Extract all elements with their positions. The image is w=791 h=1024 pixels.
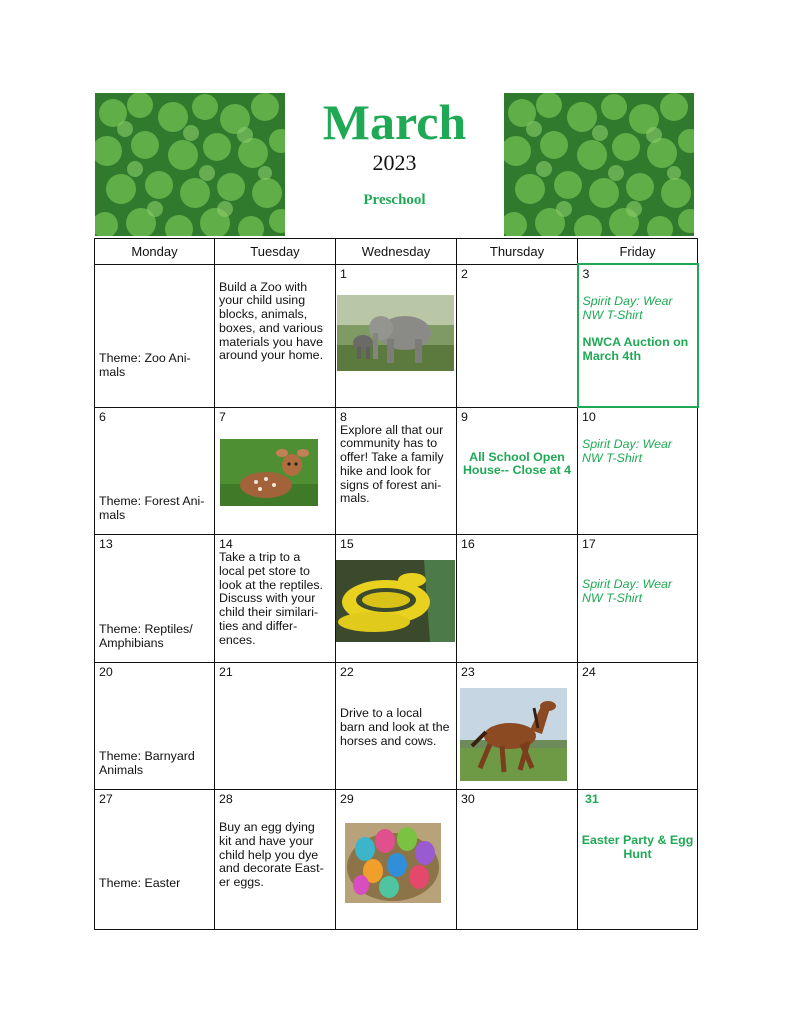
day-number: 1 <box>340 266 347 281</box>
day-number: 10 <box>582 410 596 424</box>
day-number: 14 <box>219 537 233 551</box>
day-number: 13 <box>99 537 113 551</box>
day-cell <box>457 407 578 535</box>
clover-photo-right <box>504 93 694 236</box>
activity-text: Buy an egg dying kit and have your child help you dye and decorate East-er eggs. <box>219 820 324 890</box>
day-cell <box>457 535 578 663</box>
day-cell <box>578 790 698 930</box>
day-number: 23 <box>461 665 475 679</box>
day-number: 31 <box>585 792 599 806</box>
calendar-grid <box>94 238 699 930</box>
clover-photo-left <box>95 93 285 236</box>
day-number: 30 <box>461 792 475 806</box>
year-label: 2023 <box>372 150 417 175</box>
day-cell <box>215 264 336 407</box>
day-cell <box>95 663 215 790</box>
day-cell <box>95 264 215 407</box>
event-note: NWCA Auction on March 4th <box>582 335 689 363</box>
month-title: March <box>322 94 467 150</box>
day-number: 28 <box>219 792 233 806</box>
day-number: 16 <box>461 537 475 551</box>
day-number: 17 <box>582 537 596 551</box>
day-cell <box>336 790 457 930</box>
weekday-friday: Friday <box>578 239 698 265</box>
weekly-theme: Theme: Forest Ani-mals <box>99 493 205 522</box>
weekday-tuesday: Tuesday <box>215 239 336 265</box>
day-number: 22 <box>340 665 354 679</box>
day-cell <box>457 663 578 790</box>
day-number: 21 <box>219 665 233 679</box>
day-cell <box>578 663 698 790</box>
elephant-photo <box>337 295 454 371</box>
day-cell <box>336 407 457 535</box>
horse-photo <box>460 688 567 781</box>
week-row <box>95 407 698 535</box>
day-cell <box>336 663 457 790</box>
day-number: 6 <box>99 409 106 424</box>
day-cell <box>336 264 457 407</box>
day-number: 8 <box>340 409 347 424</box>
day-number: 15 <box>340 537 354 551</box>
spirit-day-note: Spirit Day: Wear NW T-Shirt <box>582 294 673 322</box>
weekly-theme: Theme: Zoo Ani-mals <box>99 350 191 379</box>
spirit-day-note: Spirit Day: Wear NW T-Shirt <box>582 437 672 465</box>
week-row <box>95 663 698 790</box>
activity-text: Build a Zoo with your child using blocks, animals, boxes, and various materials you have around your home. <box>219 279 324 363</box>
day-cell <box>215 535 336 663</box>
day-cell <box>578 535 698 663</box>
week-row <box>95 535 698 663</box>
day-number: 9 <box>461 409 468 424</box>
program-label: Preschool <box>363 192 426 208</box>
activity-text: Drive to a local barn and look at the horses and cows. <box>340 706 450 748</box>
day-number: 3 <box>582 267 590 281</box>
day-cell <box>215 790 336 930</box>
day-cell <box>215 663 336 790</box>
day-cell <box>95 790 215 930</box>
fawn-photo <box>220 439 318 506</box>
week-row <box>95 790 698 930</box>
day-number: 20 <box>99 665 113 679</box>
activity-text: Take a trip to a local pet store to look at the reptiles. Discuss with your child their similari-ties and differ-ences. <box>219 550 324 647</box>
day-number: 27 <box>99 792 113 806</box>
day-number: 7 <box>219 409 226 424</box>
day-cell <box>215 407 336 535</box>
day-cell <box>457 790 578 930</box>
weekly-theme: Theme: Easter <box>99 876 181 891</box>
activity-text: Explore all that our community has to offer! Take a family hike and look for signs of forest ani-mals. <box>340 422 444 506</box>
day-cell <box>95 407 215 535</box>
day-cell <box>336 535 457 663</box>
day-number: 24 <box>582 665 596 679</box>
weekday-thursday: Thursday <box>457 239 578 265</box>
easter-eggs-photo <box>345 823 441 903</box>
day-cell <box>95 535 215 663</box>
day-number: 2 <box>461 266 468 281</box>
event-note: Easter Party & Egg Hunt <box>581 833 694 861</box>
day-cell <box>457 264 578 407</box>
week-row <box>95 264 698 407</box>
weekly-theme: Theme: Reptiles/ Amphibians <box>99 622 193 651</box>
day-cell-highlighted <box>578 264 698 407</box>
day-number: 29 <box>340 792 354 806</box>
event-note: All School Open House-- Close at 4 <box>462 449 572 478</box>
day-cell <box>578 407 698 535</box>
snake-photo <box>336 560 456 642</box>
weekday-wednesday: Wednesday <box>336 239 457 265</box>
spirit-day-note: Spirit Day: Wear NW T-Shirt <box>582 577 672 605</box>
weekday-header-row <box>95 239 698 265</box>
weekday-monday: Monday <box>95 239 215 265</box>
weekly-theme: Theme: Barnyard Animals <box>99 749 195 778</box>
